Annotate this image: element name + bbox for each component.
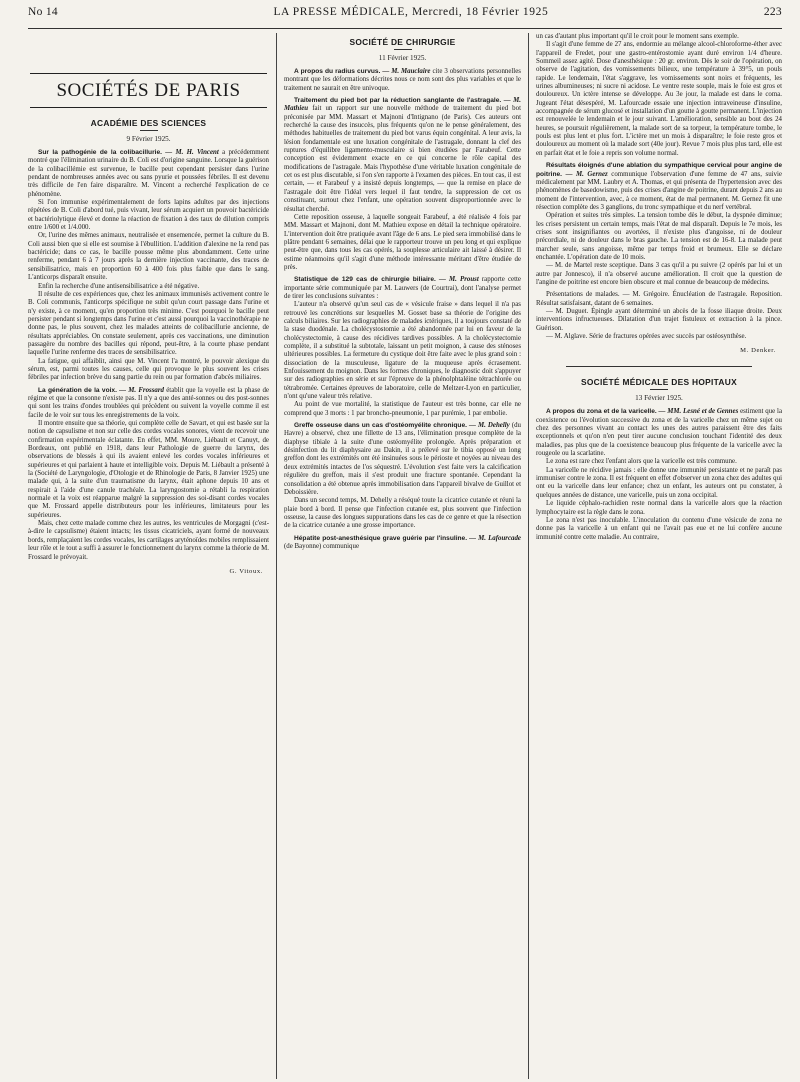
section-date-hopitaux: 13 Février 1925. bbox=[635, 394, 683, 403]
section-rule bbox=[394, 49, 412, 50]
article-paragraph: — M. de Martel reste sceptique. Dans 3 cas qu'il a pu suivre (2 opérés par lui et un autre par Jonnesco), il n'a observé aucune amélioration. Il croit que la question de l'angine de poitrine est encore bien obscure et mal connue de beaucoup de médecins. bbox=[536, 262, 782, 286]
article-paragraph: La génération de la voix. — M. Frossard établit que la voyelle est la phase de régime et que la consonne n'existe pas. Il n'y a que des anté-sonnes ou des post-sonnes qui sont les trains d'ondes troublées qui précèdent ou suivent la voyelle comme il est facile de le voir sur tous les enregistrements de la voix. bbox=[28, 386, 269, 419]
article-paragraph: Il montre ensuite que sa théorie, qui complète celle de Savart, et qui est basée sur la notion de capsulisme et non sur celle des cordes vocales sonores, vient de recevoir une confirmation expérimentale éclatante. En effet, MM. Moure, Liébault et Canuyt, de Bordeaux, ont publié en 1918, dans leur Pathologie de guerre du larynx, des observations de blessés à qui ils avaient enlevé les cordes vocales inférieures et supérieures et qui parlaient à haute et intelligible voix. Depuis M. Liébault a présenté à la (Société de Laryngologie, d'Otologie et de Rhinologie de Paris, 8 Janvier 1925) une malade qui, à la suite d'un traumatisme du larynx, était aphone depuis 10 ans et respirait à l'aide d'une canule trachéale. La laryngostomie a rétabli la respiration normale et la voix est réapparue malgré la suppression des soi-disant cordes vocales que M. Frossard appelle distributeurs pour les inférieures, limitateurs pour les supérieures. bbox=[28, 420, 269, 519]
section-rule bbox=[650, 389, 668, 390]
column-1 bbox=[28, 33, 276, 1079]
article-author: — M. Proust bbox=[438, 276, 479, 284]
article-lead: Hépatite post-anesthésique grave guérie par l'insuline. bbox=[294, 534, 468, 542]
section-divider bbox=[566, 366, 752, 367]
article-paragraph: Hépatite post-anesthésique grave guérie par l'insuline. — M. Lafourcade (de Bayonne) communique bbox=[284, 534, 521, 550]
article-lead: Greffe osseuse dans un cas d'ostéomyélite chronique. bbox=[294, 422, 467, 430]
article-author: — M. Dehelly bbox=[469, 422, 510, 430]
article-author: — M. Mathieu bbox=[284, 97, 521, 113]
article-paragraph: Traitement du pied bot par la réduction sanglante de l'astragale. — M. Mathieu fait un rapport sur une nouvelle méthode de traitement du pied bot préconisée par MM. Massart et Majnoni d'Intignano (de Paris). Ces auteurs ont recherché la cause des insuccès, plus fréquents qu'on ne le pense généralement, des méthodes habituelles de traitement du pied bot varus équin congénital. A leur avis, la lésion fondamentale est une luxation congénitale de l'astragale, donnant la clef des ruptures d'équilibre ligamento-musculaire si bien étudiées par Farabeuf. Cette conception est évidemment exacte en ce qui concerne le rôle capital des modifications de l'astragale. Mais l'hypothèse d'une véritable luxation congénitale de cet os est plus discutable, si l'on s'en rapporte à l'examen des pièces. En tout cas, il est certain, — et Farabeuf y a insisté depuis longtemps, — que la remise en place de l'astragale doit être l'idéal vers lequel il faut tendre, la suppression de cet os constituant, surtout chez l'enfant, une opération souvent disproportionnée avec le résultat cherché. bbox=[284, 97, 521, 213]
article-paragraph: Il s'agit d'une femme de 27 ans, endormie au mélange alcool-chloroforme-éther avec l'appareil de Fredet, pour une gastro-entérostomie ayant duré environ 1/4 d'heure. Sommeil assez agité. Dose d'anesthésique : 20 gr. environ. Dès le soir de l'opération, on observe de l'agitation, des vomissements bilieux, une température à 39°5, un pouls rapide. Le lendemain, l'état s'aggrave, les vomissements sont noirs et fréquents, les urines albumineuses; ni sucre ni acidose. Le ventre reste souple, mais le foie est gros et douloureux. Un ictère intense se développe. Au 3e jour, la malade est dans le coma. Jugeant l'état désespéré, M. Lafourcade essaie une injection intraveineuse d'insuline, accompagnée de sérum glucosé et installation d'un goutte à goutte permanent. L'injection est renouvelée le lendemain et le jour suivant. L'amélioration, sensible au bout des 24 heures, se poursuit régulièrement, la malade sort de sa torpeur, la température tombe, le pouls est plus lent et plus fort. L'ictère met un mois à disparaître; le foie reste gros et douloureux au moment où la malade sort (40e jour). Revue 7 mois plus plus tard, elle est en parfait état et le foie a repris son volume normal. bbox=[536, 41, 782, 157]
article-paragraph: L'auteur n'a observé qu'un seul cas de « vésicule fraise » dans lequel il n'a pas retrouvé les concrétions sur lesquelles M. Gosset base sa théorie de l'origine des calculs biliaires. Sur les radiographies de malades ictériques, il a toujours constaté de la stase duodénale. La cholécystostomie a été abandonnée par lui en faveur de la cholécystectomie, à cause des récidives tardives possibles. A la cholécystectomie complète, il a substitué la subtotale, laissant un petit moignon, à cause des sténoses ultérieures possibles. La fermeture du cystique doit être faite avec le plus grand soin : dissociation de la musculeuse, ligature de la muqueuse après écrasement. Enfouissement du moignon. Dans les formes chroniques, le diagnostic doit s'appuyer sur des radiographies en série et sur l'épreuve de la phénolphtaléine tétrachlorée ou tétrabromée. Certaines épreuves de laboratoire, celle de Meltzer-Lyon en particulier, n'ont qu'une valeur très relative. bbox=[284, 301, 521, 401]
section-date-chirurgie: 11 Février 1925. bbox=[378, 54, 427, 62]
article-paragraph: Statistique de 129 cas de chirurgie biliaire. — M. Proust rapporte cette importante série communiquée par M. Lauwers (de Courtrai), dont l'analyse permet de tirer les conclusions suivantes : bbox=[284, 276, 521, 300]
societes-banner: SOCIÉTÉS DE PARIS bbox=[30, 73, 267, 108]
article-paragraph: Cette reposition osseuse, à laquelle songeait Farabeuf, a été réalisée 4 fois par MM. Massart et Majnoni, dont M. Mathieu expose en détail la technique opératoire. L'intervention doit être pratiquée avant l'âge de 6 ans. Le pied sera immobilisé dans le plâtre pendant 6 semaines, délai que le rapporteur trouve un peu long et qui explique peut-être que, dans tous les cas opérés, la souplesse articulaire ait laissé à désirer. Il estime néanmoins qu'il s'agit d'une méthode intéressante méritant d'être étudiée de près. bbox=[284, 213, 521, 271]
article-lead: Statistique de 129 cas de chirurgie biliaire. bbox=[294, 276, 436, 284]
article-paragraph: Il résulte de ces expériences que, chez les animaux immunisés activement contre le B. Coli communis, l'anticorps spécifique ne subit qu'un court passage dans l'urine et n'y existe, à ce moment, qu'en proportion très minime. C'est pourquoi le bacille peut persister pendant si longtemps dans l'urine et c'est aussi pourquoi la vaccinothérapie ne donne pas, le plus souvent, chez les malades atteints de colibacillurie ancienne, de résultats appréciables. On constate seulement, après ces vaccinations, une diminution passagère du nombre des bacilles qui répond, peut-être, à la courte phase pendant laquelle l'urine renferme des traces de sensibilisatrice. bbox=[28, 290, 269, 357]
article-paragraph: Mais, chez cette malade comme chez les autres, les ventricules de Morgagni (c'est-à-dire le capsulisme) étaient intacts; les tissus cicatriciels, ayant formé de nouveaux bords, remplaçaient les cordes vocales, les cartilages aryténoïdes mobiles remplissaient leur rôle et le tout a suffi à assurer le fonctionnement du larynx comme la théorie de M. Frossard le prévoyait. bbox=[28, 520, 269, 561]
article-lead: Traitement du pied bot par la réduction sanglante de l'astragale. bbox=[294, 97, 502, 105]
column-2 bbox=[276, 33, 528, 1079]
article-lead: Résultats éloignés d'une ablation du sympathique cervical pour angine de poitrine. bbox=[536, 162, 782, 178]
signature: G. Vitoux. bbox=[229, 567, 263, 575]
article-author: — MM. Lesné et de Gennes bbox=[658, 408, 739, 416]
article-paragraph: Si l'on immunise expérimentalement de forts lapins adultes par des injections répétées de B. Coli d'abord tué, puis vivant, leur sérum acquiert un pouvoir bactéricide et bactériolytique élevé et donne la réaction de fixation à des taux de dilution compris entre 1/600 et 1/4.000. bbox=[28, 199, 269, 232]
columns bbox=[28, 33, 782, 1079]
article-lead: A propos du zona et de la varicelle. bbox=[546, 408, 657, 416]
article-author: — M. Gernez bbox=[565, 170, 608, 178]
article-paragraph: Sur la pathogénie de la colibacillurie. — M. H. Vincent a précédemment montré que l'élimination urinaire du B. Coli est d'origine sanguine. Lorsque la guérison de la colibacillémie est survenue, le bacille peut cependant persister dans l'urine pendant de nombreuses années avec ou sans pyurie et poussées fébriles. Il est devenu très difficile de l'en faire disparaître. M. Vincent a recherché l'explication de ce phénomène. bbox=[28, 149, 269, 198]
article-paragraph: Enfin la recherche d'une antisensibilisatrice a été négative. bbox=[38, 282, 200, 290]
article-lead: Sur la pathogénie de la colibacillurie. bbox=[38, 149, 162, 156]
article-paragraph: La fatigue, qui affaiblit, ainsi que M. Vincent l'a montré, le pouvoir alexique du sérum, est, parmi toutes les causes, celle qui provoque le plus souvent les crises fébriles par infection brève du sang partie du rein ou par formation d'abcès miliaires. bbox=[28, 357, 269, 382]
article-lead: La génération de la voix. bbox=[38, 386, 117, 394]
article-paragraph: un cas d'autant plus important qu'il le croit pour le moment sans exemple. bbox=[536, 33, 739, 40]
article-lead: A propos du radius curvus. bbox=[294, 68, 381, 75]
article-author: — M. Frossard bbox=[119, 386, 164, 394]
issue-date: Mercredi, 18 Février 1925 bbox=[411, 6, 549, 18]
article-paragraph: Dans un second temps, M. Dehelly a réséqué toute la cicatrice cutanée et réuni la plaie bord à bord. Il pense que l'infection cutanée est, plus souvent que l'infection osseuse, la cause des longues suppurations dans les cas de ce genre et que la résection de la cicatrice cutanée a une grosse importance. bbox=[284, 497, 521, 530]
section-rule bbox=[140, 130, 158, 131]
article-paragraph: Au point de vue mortalité, la statistique de l'auteur est très bonne, car elle ne comprend que 3 morts : 1 par broncho-pneumonie, 1 par purémie, 1 par embolie. bbox=[284, 401, 521, 417]
article-paragraph: Résultats éloignés d'une ablation du sympathique cervical pour angine de poitrine. — M. Gernez communique l'observation d'une femme de 47 ans, suivie médicalement par MM. Laubry et A. Thomas, et qui présenta de l'hypertension avec des phénomènes de basedowisme, puis des crises d'angine de poitrine, durant depuis 2 ans au moment de l'intervention, avec, à ce moment, état de mal permanent. M. Gernez fit une résection complète des 3 ganglions, du tronc sympathique et du nerf vertébral. bbox=[536, 162, 782, 211]
column-3 bbox=[528, 33, 782, 1079]
section-title-hopitaux: SOCIÉTÉ MÉDICALE DES HOPITAUX bbox=[580, 377, 738, 388]
article-paragraph: Le liquide céphalo-rachidien reste normal dans la varicelle alors que la réaction lymphocytaire est la règle dans le zona. bbox=[536, 500, 782, 516]
article-paragraph: A propos du radius curvus. — M. Mauclaire cite 3 observations personnelles montrant que les déformations décrites nous ce nom sont des plus variables et que le traitement ne saurait en être univoque. bbox=[284, 68, 521, 92]
article-author: — M. H. Vincent bbox=[165, 149, 219, 156]
article-paragraph: Le zona est rare chez l'enfant alors que la varicelle est très commune. bbox=[546, 458, 737, 466]
article-author: — M. Lafourcade bbox=[469, 534, 521, 542]
article-paragraph: Greffe osseuse dans un cas d'ostéomyélite chronique. — M. Dehelly (du Havre) a observé, chez une fillette de 13 ans, l'élimination presque complète de la diaphyse tibiale à la suite d'une ostéomyélite prolongée. Après préparation et désinfection du lit diaphysaire au Dakin, il a prélevé sur le tibia opposé un long greffon dont les extrémités ont été insinuées sous le périoste et noyées au niveau des deux extrémités intactes de l'os séquestré. L'évolution s'est faite vers la calcification régulière du greffon, mais il s'est produit une fracture spontanée. Cependant la consolidation a été obtenue après immobilisation dans l'appareil bivalve de Guillot et Deboissière. bbox=[284, 422, 521, 496]
header-rule bbox=[28, 28, 782, 29]
signature: M. Denker. bbox=[740, 347, 776, 355]
article-author: — M. Mauclaire bbox=[382, 68, 431, 75]
article-paragraph: Or, l'urine des mêmes animaux, neutralisée et ensemencée, permet la culture du B. Coli aussi bien que si elle est soumise à l'ébullition. L'addition d'alexine ne la rend pas bactéricide; dans ce cas, le bacille pousse même plus abondamment. Cette urine renferme, pendant 6 à 7 jours après la dernière injection vaccinante, des traces de sensibilisatrice, mais en proportion 60 à 400 fois plus faible que dans le sang. L'anticorps disparaît ensuite. bbox=[28, 232, 269, 282]
page-number: 223 bbox=[763, 6, 782, 18]
presentation-paragraph: — M. Duguet. Épingle ayant déterminé un abcès de la fosse iliaque droite. Deux interventions infructueuses. Dilatation d'un trajet fistuleux et extraction à la pince. Guérison. bbox=[536, 308, 782, 332]
article-paragraph: La varicelle ne récidive jamais : elle donne une immunité persistante et ne paraît pas immuniser contre le zona. Il est fréquent en effet d'observer un zona chez des adultes qui ont eu la varicelle dans leur enfance; chez un enfant, les auteurs ont pu constater, à quelques années de distance, une varicelle, puis un zona occipital. bbox=[536, 466, 782, 499]
section-title-academie: ACADÉMIE DES SCIENCES bbox=[90, 118, 207, 128]
article-paragraph: A propos du zona et de la varicelle. — MM. Lesné et de Gennes estiment que la coexistence ou l'évolution successive du zona et de la varicelle chez un même sujet ou chez des personnes vivant au contact les unes des autres paraissent être des faits exceptionnels et qu'on n'en peut tirer aucune conclusion touchant l'identité des deux maladies, pas plus que de la coexistence beaucoup plus fréquente de la varicelle avec la rougeole ou la scarlatine. bbox=[536, 408, 782, 458]
presentation-paragraph: Présentations de malades. — M. Grégoire. Énucléation de l'astragale. Reposition. Résultat satisfaisant, datant de 6 semaines. bbox=[536, 291, 782, 307]
journal-title-line bbox=[273, 6, 548, 18]
journal-title: LA PRESSE MÉDICALE, bbox=[273, 6, 409, 18]
article-paragraph: Le zona n'est pas inoculable. L'inoculation du contenu d'une vésicule de zona ne donne pas la varicelle à un enfant qui ne l'avait pas eue et ne lui confère aucune immunité contre cette maladie. Au contraire, bbox=[536, 516, 782, 541]
issue-number: No 14 bbox=[28, 6, 58, 18]
presentation-paragraph: — M. Alglave. Série de fractures opérées avec succès par ostéosynthèse. bbox=[546, 333, 747, 341]
section-date-academie: 9 Février 1925. bbox=[126, 135, 171, 143]
running-head bbox=[28, 0, 782, 24]
article-paragraph: Opération et suites très simples. La tension tombe dès le début, la dyspnée diminue; les crises persistent un certain temps, mais l'état de mal disparaît. Depuis le 7e mois, les crises sont insignifiantes ou avortées, il n'existe plus d'angoisse, ni de douleur précordiale, ni de douleur dans le bras gauche. La tension est de 16-8. La malade peut marcher seule, sans angoisse, même par temps froid et brumeux. Elle se déclare enchantée. L'opération date de 10 mois. bbox=[536, 212, 782, 261]
section-title-chirurgie: SOCIÉTÉ DE CHIRURGIE bbox=[349, 37, 456, 47]
